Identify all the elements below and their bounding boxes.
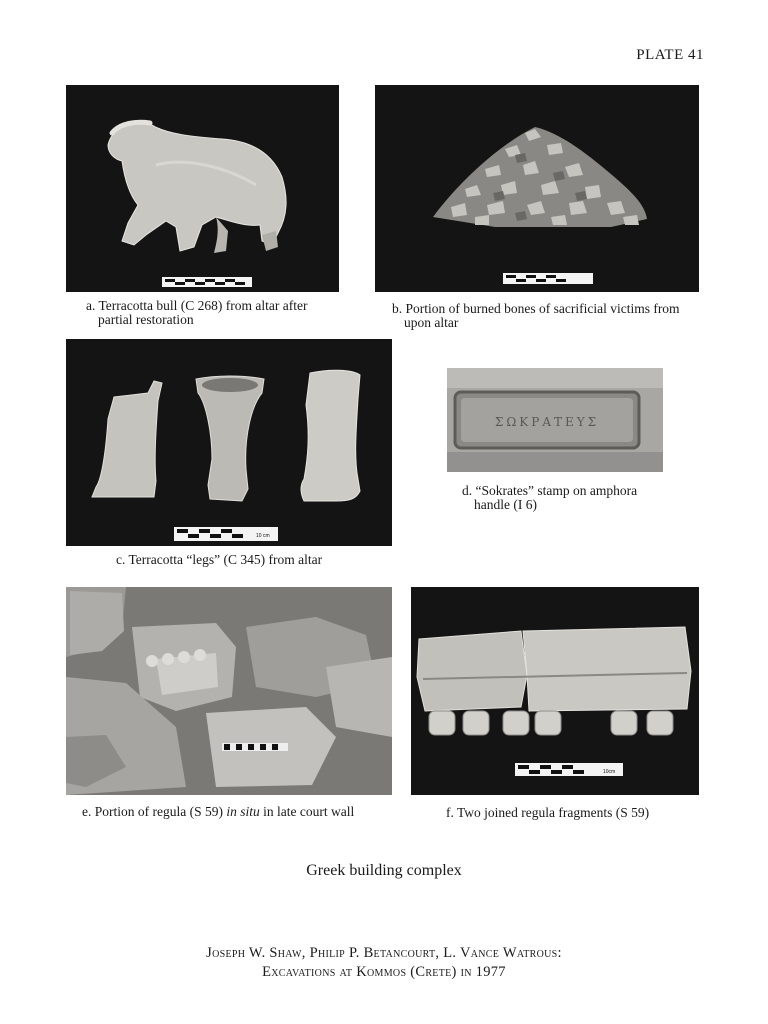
section-title: Greek building complex bbox=[306, 862, 462, 879]
caption-e-italic: in situ bbox=[226, 804, 260, 819]
bone-pile bbox=[375, 85, 699, 292]
scale-label-f: 10cm bbox=[603, 769, 616, 775]
caption-a-line2: partial restoration bbox=[98, 312, 194, 327]
caption-e bbox=[82, 805, 402, 819]
stamp-figure bbox=[447, 368, 663, 472]
caption-d-line2: handle (I 6) bbox=[474, 497, 537, 512]
photo-terracotta-bull bbox=[66, 85, 339, 292]
photo-burned-bones bbox=[375, 85, 699, 292]
credits-authors: Joseph W. Shaw, Philip P. Betancourt, L. Vance Watrous: bbox=[206, 945, 562, 961]
caption-c: c. Terracotta “legs” (C 345) from altar bbox=[116, 552, 323, 567]
bull-figure bbox=[66, 85, 339, 292]
credits bbox=[0, 944, 768, 982]
legs-figure bbox=[66, 339, 392, 546]
caption-b-line1: b. Portion of burned bones of sacrificial victims from bbox=[392, 301, 680, 316]
wall-figure bbox=[66, 587, 392, 795]
stamp-inscription: ΣΩΚΡΑΤΕΥΣ bbox=[494, 415, 600, 429]
photo-sokrates-stamp bbox=[447, 368, 663, 472]
caption-e-prefix: e. Portion of regula (S 59) bbox=[82, 804, 227, 819]
caption-e-suffix: in late court wall bbox=[259, 804, 355, 819]
caption-f: f. Two joined regula fragments (S 59) bbox=[446, 805, 650, 820]
photo-terracotta-legs bbox=[66, 339, 392, 546]
photo-regula-in-situ bbox=[66, 587, 392, 795]
photo-joined-regula bbox=[411, 587, 699, 795]
caption-a-line1: a. Terracotta bull (C 268) from altar after bbox=[86, 298, 308, 313]
plate-number: PLATE 41 bbox=[636, 47, 704, 63]
caption-b bbox=[392, 302, 712, 330]
regula-figure bbox=[411, 587, 699, 795]
caption-d-line1: d. “Sokrates” stamp on amphora bbox=[462, 483, 638, 498]
caption-a bbox=[86, 299, 346, 327]
scale-label-c: 10 cm bbox=[256, 533, 270, 539]
caption-d bbox=[462, 484, 702, 512]
caption-b-line2: upon altar bbox=[404, 315, 459, 330]
credits-title: Excavations at Kommos (Crete) in 1977 bbox=[262, 964, 506, 980]
